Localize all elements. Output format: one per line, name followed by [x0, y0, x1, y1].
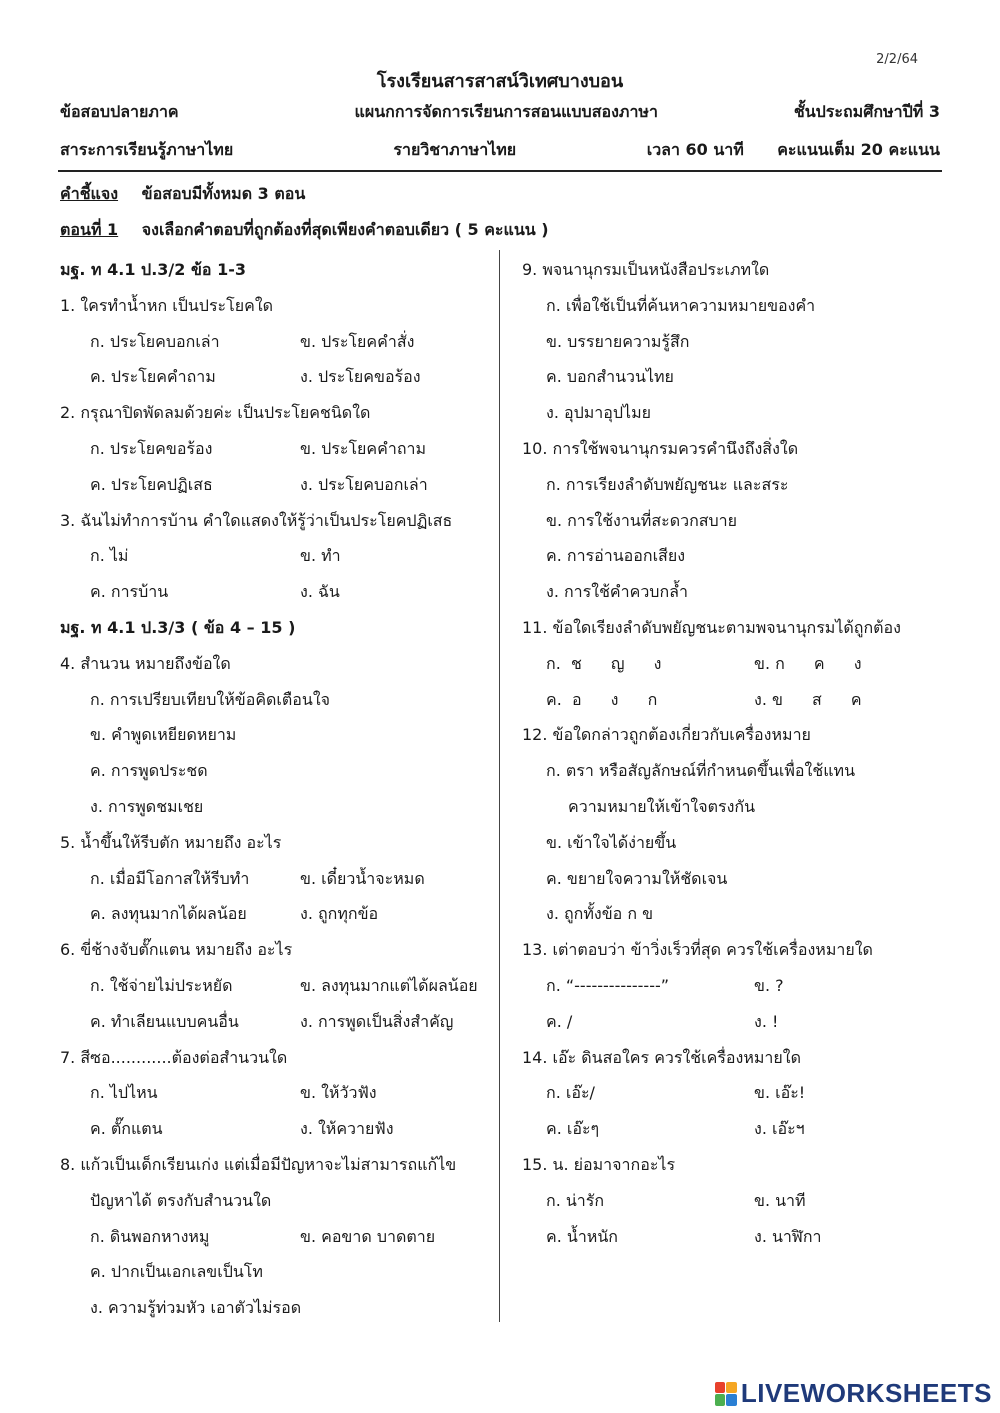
- q9-option-c[interactable]: ค. บอกสำนวนไทย: [546, 367, 674, 387]
- q5-option-a[interactable]: ก. เมื่อมีโอกาสให้รีบทำ: [90, 868, 250, 888]
- q6-option-d[interactable]: ง. การพูดเป็นสิ่งสำคัญ: [300, 1011, 454, 1031]
- q10-option-b[interactable]: ข. การใช้งานที่สะดวกสบาย: [546, 510, 738, 530]
- q10-option-c[interactable]: ค. การอ่านออกเสียง: [546, 546, 685, 566]
- full-score: คะแนนเต็ม 20 คะแนน: [777, 140, 940, 159]
- question-8-options-ab: [60, 1219, 490, 1255]
- q11-option-a-label: ก.: [546, 653, 561, 673]
- right-column: [522, 252, 942, 1254]
- q8-option-d[interactable]: ง. ความรู้ท่วมหัว เอาตัวไม่รอด: [90, 1298, 302, 1318]
- question-13-options-cd: [522, 1004, 942, 1040]
- q5-option-b[interactable]: ข. เดี๋ยวน้ำจะหมด: [300, 868, 425, 888]
- q15-option-b[interactable]: ข. นาที: [754, 1190, 806, 1210]
- q7-option-b[interactable]: ข. ให้วัวฟัง: [300, 1083, 377, 1103]
- q14-option-d[interactable]: ง. เอ๊ะฯ: [754, 1119, 805, 1139]
- logo-square-3: [715, 1394, 726, 1406]
- question-5-options-ab: [60, 861, 490, 897]
- q12-option-a[interactable]: ก. ตรา หรือสัญลักษณ์ที่กำหนดขึ้นเพื่อใช้แทน: [546, 761, 856, 781]
- q12-option-d[interactable]: ง. ถูกทั้งข้อ ก ข: [546, 904, 654, 924]
- q6-option-b[interactable]: ข. ลงทุนมากแต่ได้ผลน้อย: [300, 975, 478, 995]
- question-1-options-ab: [60, 324, 490, 360]
- question-8: 8. แก้วเป็นเด็กเรียนเก่ง แต่เมื่อมีปัญหาจะไม่สามารถแก้ไข: [60, 1154, 457, 1174]
- part1-heading: [60, 218, 549, 243]
- question-9: 9. พจนานุกรมเป็นหนังสือประเภทใด: [522, 260, 770, 279]
- instructions: [60, 182, 305, 207]
- q12-option-b[interactable]: ข. เข้าใจได้ง่ายขึ้น: [546, 832, 677, 852]
- q14-option-c[interactable]: ค. เอ๊ะๆ: [546, 1119, 600, 1139]
- q13-option-b[interactable]: ข. ?: [754, 975, 784, 995]
- q7-option-d[interactable]: ง. ให้ควายฟัง: [300, 1119, 394, 1139]
- header-row-1: [60, 100, 940, 125]
- q4-option-d[interactable]: ง. การพูดชมเชย: [90, 796, 204, 816]
- question-13-options-ab: [522, 968, 942, 1004]
- question-6-options-cd: [60, 1004, 490, 1040]
- question-3-options-cd: [60, 574, 490, 610]
- q3-option-d[interactable]: ง. ฉัน: [300, 582, 340, 602]
- q10-option-a[interactable]: ก. การเรียงลำดับพยัญชนะ และสระ: [546, 474, 789, 494]
- question-2-options-ab: [60, 431, 490, 467]
- q11-option-c-text: อ ง ก: [571, 689, 670, 709]
- question-3-options-ab: [60, 538, 490, 574]
- question-14-options-ab: [522, 1075, 942, 1111]
- q1-option-c[interactable]: ค. ประโยคคำถาม: [90, 367, 216, 387]
- q15-option-d[interactable]: ง. นาฬิกา: [754, 1226, 822, 1246]
- left-column: [60, 252, 490, 1326]
- q2-option-c[interactable]: ค. ประโยคปฏิเสธ: [90, 474, 213, 494]
- question-14: 14. เอ๊ะ ดินสอใคร ควรใช้เครื่องหมายใด: [522, 1047, 801, 1067]
- q13-option-d[interactable]: ง. !: [754, 1011, 779, 1031]
- standard-2: มฐ. ท 4.1 ป.3/3 ( ข้อ 4 – 15 ): [60, 617, 296, 637]
- question-8-continued: ปัญหาได้ ตรงกับสำนวนใด: [90, 1190, 272, 1210]
- instructions-label: คำชี้แจง: [60, 184, 119, 203]
- q11-option-d-label: ง.: [754, 689, 767, 709]
- column-divider: [499, 250, 500, 1322]
- question-5: 5. น้ำขึ้นให้รีบตัก หมายถึง อะไร: [60, 832, 282, 852]
- question-11-options-cd: [522, 682, 942, 718]
- logo-square-2: [726, 1382, 737, 1394]
- grade-level: ชั้นประถมศึกษาปีที่ 3: [793, 102, 940, 121]
- liveworksheets-logo-icon: [715, 1382, 737, 1406]
- q1-option-d[interactable]: ง. ประโยคขอร้อง: [300, 367, 421, 387]
- q13-option-a[interactable]: ก. “---------------”: [546, 975, 670, 995]
- date-stamp: 2/2/64: [876, 52, 918, 67]
- liveworksheets-logo-text: LIVEWORKSHEETS: [740, 1378, 992, 1408]
- q13-option-c[interactable]: ค. /: [546, 1011, 573, 1031]
- q11-option-b-label: ข.: [754, 653, 771, 673]
- q11-option-a-text: ช ญ ง: [570, 653, 674, 673]
- q6-option-c[interactable]: ค. ทำเลียนแบบคนอื่น: [90, 1011, 239, 1031]
- subject-name: รายวิชาภาษาไทย: [393, 140, 517, 159]
- department: แผนกการจัดการเรียนการสอนแบบสองภาษา: [354, 102, 658, 121]
- question-7-options-ab: [60, 1075, 490, 1111]
- question-7: 7. สีซอ............ต้องต่อสำนวนใด: [60, 1047, 288, 1067]
- q1-option-b[interactable]: ข. ประโยคคำสั่ง: [300, 331, 415, 351]
- q11-option-d-text: ข ส ค: [772, 689, 874, 709]
- question-5-options-cd: [60, 896, 490, 932]
- q4-option-c[interactable]: ค. การพูดประชด: [90, 761, 208, 781]
- q1-option-a[interactable]: ก. ประโยคบอกเล่า: [90, 331, 220, 351]
- q15-option-c[interactable]: ค. น้ำหนัก: [546, 1226, 618, 1246]
- question-13: 13. เต่าตอบว่า ข้าวิ่งเร็วที่สุด ควรใช้เครื่องหมายใด: [522, 940, 873, 960]
- q2-option-a[interactable]: ก. ประโยคขอร้อง: [90, 438, 213, 458]
- q9-option-b[interactable]: ข. บรรยายความรู้สึก: [546, 331, 690, 351]
- question-15-options-ab: [522, 1183, 942, 1219]
- instructions-text: ข้อสอบมีทั้งหมด 3 ตอน: [141, 184, 306, 203]
- part1-label: ตอนที่ 1: [60, 220, 119, 239]
- q9-option-d[interactable]: ง. อุปมาอุปไมย: [546, 403, 652, 423]
- q9-option-a[interactable]: ก. เพื่อใช้เป็นที่ค้นหาความหมายของคำ: [546, 295, 816, 315]
- q7-option-a[interactable]: ก. ไปไหน: [90, 1083, 158, 1103]
- liveworksheets-logo[interactable]: [715, 1378, 992, 1409]
- question-4: 4. สำนวน หมายถึงข้อใด: [60, 653, 231, 673]
- q5-option-c[interactable]: ค. ลงทุนมากได้ผลน้อย: [90, 904, 247, 924]
- q11-option-a[interactable]: [546, 646, 754, 682]
- question-6: 6. ขี่ช้างจับตั๊กแตน หมายถึง อะไร: [60, 940, 293, 960]
- q11-option-b-text: ก ค ง: [775, 653, 874, 673]
- logo-square-4: [726, 1394, 737, 1406]
- time-limit: เวลา 60 นาที: [646, 140, 744, 159]
- q7-option-c[interactable]: ค. ตั๊กแตน: [90, 1119, 163, 1139]
- q11-option-d[interactable]: [754, 682, 874, 718]
- standard-1: มฐ. ท 4.1 ป.3/2 ข้อ 1-3: [60, 260, 246, 279]
- q2-option-d[interactable]: ง. ประโยคบอกเล่า: [300, 474, 428, 494]
- q4-option-a[interactable]: ก. การเปรียบเทียบให้ข้อคิดเตือนใจ: [90, 689, 331, 709]
- q15-option-a[interactable]: ก. น่ารัก: [546, 1190, 605, 1210]
- q14-option-a[interactable]: ก. เอ๊ะ/: [546, 1083, 595, 1103]
- school-name: โรงเรียนสารสาสน์วิเทศบางบอน: [376, 71, 624, 92]
- question-15-options-cd: [522, 1219, 942, 1255]
- question-15: 15. น. ย่อมาจากอะไร: [522, 1154, 676, 1174]
- q6-option-a[interactable]: ก. ใช้จ่ายไม่ประหยัด: [90, 975, 233, 995]
- q11-option-c-label: ค.: [546, 689, 562, 709]
- question-2-options-cd: [60, 467, 490, 503]
- q8-option-c[interactable]: ค. ปากเป็นเอกเลขเป็นโท: [90, 1262, 263, 1282]
- header-row-2: [60, 138, 940, 163]
- question-12: 12. ข้อใดกล่าวถูกต้องเกี่ยวกับเครื่องหมาย: [522, 725, 811, 745]
- q11-option-c[interactable]: [546, 682, 754, 718]
- question-11: 11. ข้อใดเรียงลำดับพยัญชนะตามพจนานุกรมได้ถูกต้อง: [522, 617, 901, 637]
- q4-option-b[interactable]: ข. คำพูดเหยียดหยาม: [90, 725, 237, 745]
- q10-option-d[interactable]: ง. การใช้คำควบกล้ำ: [546, 582, 688, 602]
- question-11-options-ab: [522, 646, 942, 682]
- q3-option-b[interactable]: ข. ทำ: [300, 546, 341, 566]
- q3-option-c[interactable]: ค. การบ้าน: [90, 582, 169, 602]
- q8-option-b[interactable]: ข. คอขาด บาดตาย: [300, 1226, 436, 1246]
- learning-area: สาระการเรียนรู้ภาษาไทย: [60, 140, 234, 159]
- q2-option-b[interactable]: ข. ประโยคคำถาม: [300, 438, 427, 458]
- q12-option-c[interactable]: ค. ขยายใจความให้ชัดเจน: [546, 868, 728, 888]
- q14-option-b[interactable]: ข. เอ๊ะ!: [754, 1083, 806, 1103]
- logo-square-1: [715, 1382, 726, 1394]
- question-1: 1. ใครทำน้ำหก เป็นประโยคใด: [60, 295, 274, 315]
- question-14-options-cd: [522, 1111, 942, 1147]
- question-6-options-ab: [60, 968, 490, 1004]
- question-1-options-cd: [60, 359, 490, 395]
- q11-option-b[interactable]: [754, 646, 874, 682]
- question-2: 2. กรุณาปิดพัดลมด้วยค่ะ เป็นประโยคชนิดใด: [60, 403, 371, 423]
- q3-option-a[interactable]: ก. ไม่: [90, 546, 129, 566]
- question-3: 3. ฉันไม่ทำการบ้าน คำใดแสดงให้รู้ว่าเป็นประโยคปฏิเสธ: [60, 510, 453, 530]
- question-7-options-cd: [60, 1111, 490, 1147]
- header-divider: [58, 170, 942, 172]
- question-10: 10. การใช้พจนานุกรมควรคำนึงถึงสิ่งใด: [522, 438, 799, 458]
- exam-type: ข้อสอบปลายภาค: [60, 102, 179, 121]
- q5-option-d[interactable]: ง. ถูกทุกข้อ: [300, 904, 379, 924]
- q8-option-a[interactable]: ก. ดินพอกหางหมู: [90, 1226, 210, 1246]
- part1-text: จงเลือกคำตอบที่ถูกต้องที่สุดเพียงคำตอบเดียว ( 5 คะแนน ): [141, 220, 549, 239]
- q12-option-a-continued: ความหมายให้เข้าใจตรงกัน: [568, 796, 756, 816]
